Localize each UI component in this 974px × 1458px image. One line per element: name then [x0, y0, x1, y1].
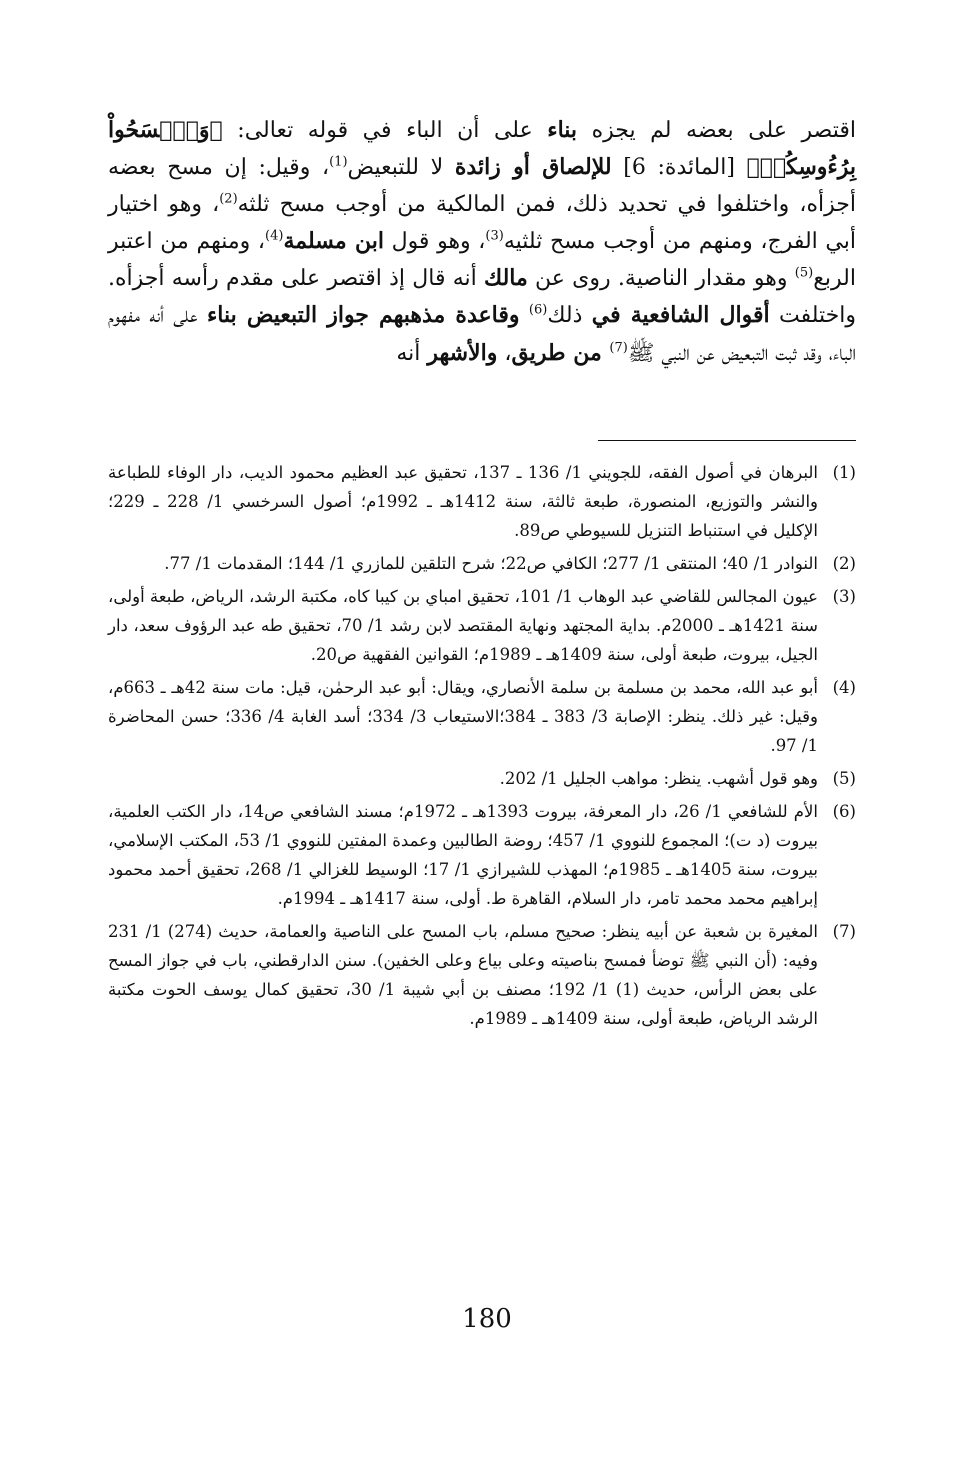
text-run: ، ومنهم من اعتبر الربع — [108, 228, 856, 292]
text-run — [519, 303, 528, 328]
text-run: لا للتبعيض — [347, 155, 455, 181]
footnote-number: (2) — [832, 554, 856, 573]
footnote — [108, 549, 856, 578]
footnote-text: البرهان في أصول الفقه، للجويني 1/ 136 ـ 137، تحقيق عبد العظيم محمود الديب، دار الوفاء للطباعة والنشر والتوزيع، المنصورة، طبعة ثالثة، سنة 1412هـ ـ 1992م؛ أصول السرخسي 1/ 228 ـ 229؛ الإكليل في استنباط التنزيل للسيوطي ص89. — [108, 463, 819, 540]
page — [108, 112, 856, 1402]
bold-run: والأشهر — [427, 339, 498, 366]
page-number: 180 — [462, 1304, 512, 1334]
bold-run: للإلصاق أو زائدة — [454, 154, 612, 181]
footnotes — [108, 458, 856, 1037]
text-run: ، وقيل: إن مسح بعضه أجزأه، واختلفوا في تحديد ذلك، فمن المالكية من أوجب مسح ثلثه — [108, 155, 856, 217]
text-run: وهو مقدار الناصية. روى عن — [527, 266, 795, 292]
footnote-text: أبو عبد الله، محمد بن مسلمة بن سلمة الأنصاري، ويقال: أبو عبد الرحمٰن، قيل: مات سنة 42هـ ـ 663م، وقيل: غير ذلك. ينظر: الإصابة 3/ 383 ـ 384؛الاستيعاب 3/ 334؛ أسد الغابة 4/ 336؛ حسن المحاضرة 1/ 97. — [108, 678, 819, 755]
bold-run: وقاعدة مذهبهم جواز التبعيض بناء — [206, 302, 520, 329]
text-run: على أن الباء في قوله تعالى: — [222, 118, 548, 143]
footnote — [108, 797, 856, 913]
text-run: ، وهو قول — [383, 228, 486, 254]
bold-run: أقوال الشافعية في — [591, 302, 770, 329]
footnote — [108, 917, 856, 1033]
footnote-ref[interactable]: (6) — [528, 303, 548, 319]
text-run: أنه قال إذ اقتصر على مقدم رأسه أجزأه. واختلفت — [108, 266, 856, 329]
footnote-separator — [598, 440, 856, 441]
footnote — [108, 764, 856, 793]
text-run: ، وهو اختيار أبي الفرج، ومنهم من أوجب مسح ثلثيه — [108, 191, 856, 254]
footnote-ref[interactable]: (1) — [329, 154, 348, 170]
footnote-ref[interactable]: (3) — [485, 228, 504, 244]
footnote — [108, 673, 856, 760]
text-run: أنه — [396, 340, 428, 366]
bold-run: ابن مسلمة — [283, 227, 384, 254]
text-run: على أنه مفهوم الباء، وقد ثبت التبعيض عن النبي ﷺ — [108, 303, 856, 366]
footnote-ref[interactable]: (7) — [609, 340, 628, 356]
quran-verse: ﴿وَٱمۡسَحُواْ بِرُءُوسِكُمۡ﴾ — [108, 117, 857, 181]
bold-run: بناء — [547, 117, 578, 143]
footnote-number: (4) — [832, 678, 856, 697]
footnote-number: (6) — [832, 802, 856, 821]
footnote-number: (3) — [832, 587, 856, 606]
footnote-text: الأم للشافعي 1/ 26، دار المعرفة، بيروت 1393هـ ـ 1972م؛ مسند الشافعي ص14، دار الكتب العلمية، بيروت (د ت)؛ المجموع للنووي 1/ 457؛ روضة الطالبين وعمدة المفتين للنووي 1/ 53، المكتب الإسلامي، بيروت، سنة 1405هـ ـ 1985م؛ المهذب للشيرازي 1/ 17؛ الوسيط للغزالي 1/ 268، تحقيق أحمد محمود إبراهيم محمد محمد تامر، دار السلام، القاهرة ط. أولى، سنة 1417هـ ـ 1994م. — [108, 802, 819, 908]
text-run: ، — [497, 340, 512, 366]
main-paragraph — [108, 112, 856, 372]
footnote-number: (5) — [832, 769, 856, 788]
footnote-ref[interactable]: (4) — [265, 228, 284, 244]
footnote-ref[interactable]: (2) — [219, 191, 238, 207]
bold-run: من طريق — [511, 339, 610, 366]
footnote — [108, 458, 856, 545]
footnote-text: عيون المجالس للقاضي عبد الوهاب 1/ 101، تحقيق امباي بن كيبا كاه، مكتبة الرشد، الرياض، طبعة أولى، سنة 1421هـ ـ 2000م. بداية المجتهد ونهاية المقتصد لابن رشد 1/ 70، تحقيق طه عبد الرؤوف سعد، دار الجيل، بيروت، طبعة أولى، سنة 1409هـ ـ 1989م؛ القوانين الفقهية ص20. — [108, 587, 819, 664]
text-run: اقتصر على بعضه لم يجزه — [577, 118, 856, 143]
footnote — [108, 582, 856, 669]
text-run: ذلك — [547, 303, 592, 329]
footnote-text: المغيرة بن شعبة عن أبيه ينظر: صحيح مسلم، باب المسح على الناصية والعمامة، حديث (274) 1/ 231 وفيه: (أن النبي ﷺ توضأ فمسح بناصيته وعلى بياع وعلى الخفين). سنن الدارقطني، باب في جواز المسح على بعض الرأس، حديث (1) 1/ 192؛ مصنف بن أبي شيبة 1/ 30، تحقيق كمال يوسف الحوت مكتبة الرشد الرياض، طبعة أولى، سنة 1409هـ ـ 1989م. — [108, 922, 818, 1028]
footnote-text: النوادر 1/ 40؛ المنتقى 1/ 277؛ الكافي ص22؛ شرح التلقين للمازري 1/ 144؛ المقدمات 1/ 77. — [164, 554, 818, 573]
text-run: [المائدة: 6] — [611, 155, 747, 181]
bold-run: مالك — [484, 265, 528, 292]
footnote-number: (1) — [832, 463, 856, 482]
footnote-ref[interactable]: (5) — [794, 265, 814, 281]
footnote-number: (7) — [832, 922, 856, 941]
footnote-text: وهو قول أشهب. ينظر: مواهب الجليل 1/ 202. — [499, 769, 818, 788]
